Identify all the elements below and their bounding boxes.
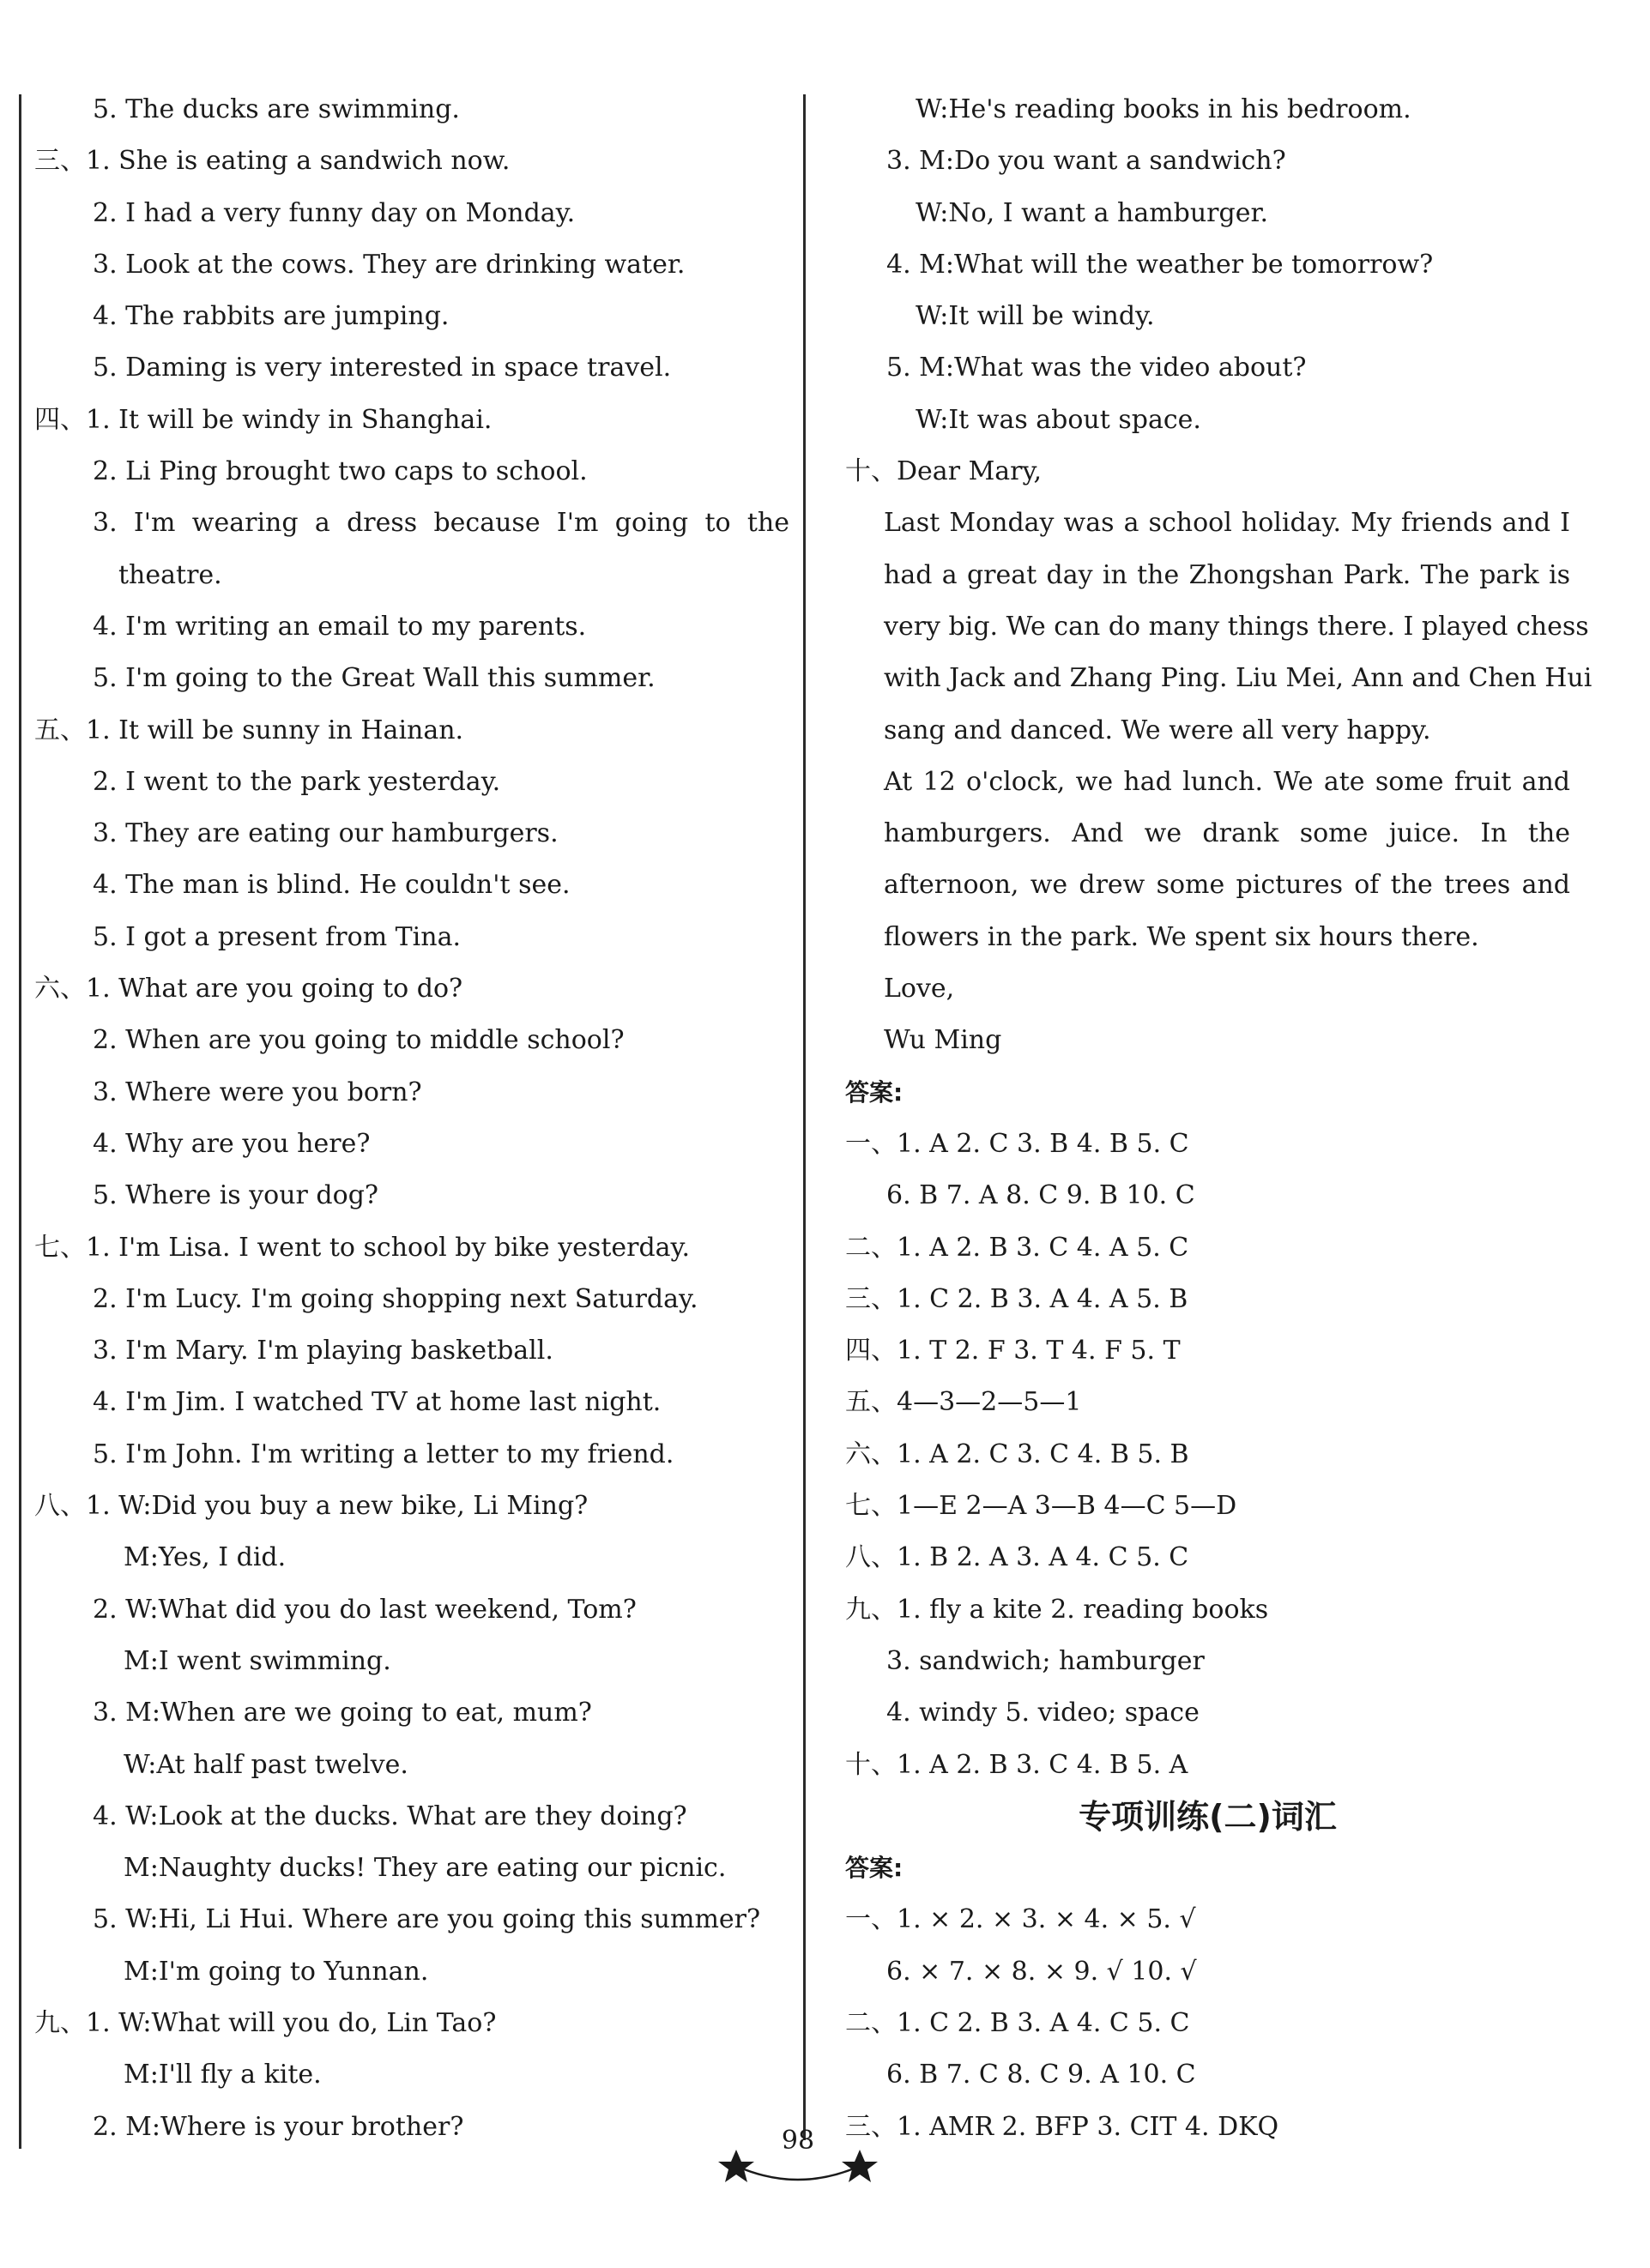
- text-line: 4. M:What will the weather be tomorrow?: [886, 249, 1434, 280]
- left-column: [34, 84, 789, 2153]
- text-line: Wu Ming: [884, 1025, 1002, 1056]
- text-line: W:It will be windy.: [916, 301, 1155, 332]
- text-line: M:I'll fly a kite.: [124, 2060, 322, 2090]
- text-line: 二、1. A 2. B 3. C 4. A 5. C: [845, 1232, 1189, 1263]
- answer-label: 答案:: [845, 1077, 904, 1107]
- text-line: 一、1. × 2. × 3. × 4. × 5. √: [845, 1904, 1196, 1935]
- text-line: 三、1. AMR 2. BFP 3. CIT 4. DKQ: [845, 2111, 1279, 2142]
- text-line: At 12 o'clock, we had lunch. We ate some fruit and: [884, 766, 1570, 797]
- text-line: Love,: [884, 974, 955, 1004]
- section-heading: 专项训练(二)词汇: [1079, 1797, 1337, 1836]
- text-line: afternoon, we drew some pictures of the trees and: [884, 870, 1570, 901]
- text-line: 2. I went to the park yesterday.: [93, 766, 501, 797]
- text-line: 5. I'm John. I'm writing a letter to my friend.: [93, 1439, 674, 1469]
- text-line: M:Naughty ducks! They are eating our picnic.: [124, 1853, 727, 1884]
- text-line: W:At half past twelve.: [124, 1749, 408, 1780]
- text-line: 6. × 7. × 8. × 9. √ 10. √: [886, 1956, 1197, 1987]
- text-line: 五、1. It will be sunny in Hainan.: [34, 715, 464, 745]
- text-line: 3. Where were you born?: [93, 1077, 422, 1107]
- right-column: [845, 84, 1593, 2153]
- text-line: M:I'm going to Yunnan.: [124, 1956, 429, 1987]
- text-line: had a great day in the Zhongshan Park. The park is: [884, 559, 1570, 590]
- text-line: 二、1. C 2. B 3. A 4. C 5. C: [845, 2007, 1190, 2038]
- text-line: Last Monday was a school holiday. My friends and I: [884, 508, 1570, 539]
- text-line: W:It was about space.: [916, 404, 1201, 435]
- text-line: 五、4—3—2—5—1: [845, 1387, 1082, 1418]
- text-line: 4. windy 5. video; space: [886, 1698, 1200, 1728]
- text-line: very big. We can do many things there. I played chess: [884, 611, 1589, 642]
- text-line: 5. I got a present from Tina.: [93, 921, 462, 952]
- text-line: 四、1. T 2. F 3. T 4. F 5. T: [845, 1336, 1181, 1366]
- text-line: 3. sandwich; hamburger: [886, 1645, 1205, 1676]
- text-line: 3. M:Do you want a sandwich?: [886, 146, 1286, 177]
- text-line: 十、Dear Mary,: [845, 456, 1043, 487]
- text-line: 3. I'm wearing a dress because I'm going to the: [93, 508, 789, 539]
- text-line: M:Yes, I did.: [124, 1542, 287, 1573]
- text-line: M:I went swimming.: [124, 1645, 391, 1676]
- text-line: 七、1—E 2—A 3—B 4—C 5—D: [845, 1491, 1237, 1522]
- text-line: 2. I'm Lucy. I'm going shopping next Saturday.: [93, 1283, 698, 1314]
- text-line: sang and danced. We were all very happy.: [884, 715, 1431, 745]
- text-line: W:He's reading books in his bedroom.: [916, 94, 1411, 124]
- text-line: 九、1. fly a kite 2. reading books: [845, 1594, 1269, 1625]
- text-line: 4. The man is blind. He couldn't see.: [93, 870, 571, 901]
- text-line: 6. B 7. C 8. C 9. A 10. C: [886, 2060, 1196, 2090]
- text-line: 九、1. W:What will you do, Lin Tao?: [34, 2007, 497, 2038]
- text-line: 一、1. A 2. C 3. B 4. B 5. C: [845, 1128, 1189, 1159]
- text-line: 三、1. She is eating a sandwich now.: [34, 146, 511, 177]
- text-line: W:No, I want a hamburger.: [916, 197, 1269, 228]
- text-line: 4. Why are you here?: [93, 1128, 371, 1159]
- text-line: 六、1. What are you going to do?: [34, 974, 463, 1004]
- text-line: 6. B 7. A 8. C 9. B 10. C: [886, 1180, 1195, 1211]
- text-line: theatre.: [118, 559, 222, 590]
- text-line: 5. Where is your dog?: [93, 1180, 378, 1211]
- text-line: 2. M:Where is your brother?: [93, 2111, 464, 2142]
- text-line: 2. I had a very funny day on Monday.: [93, 197, 576, 228]
- text-line: 5. Daming is very interested in space travel.: [93, 353, 672, 383]
- text-line: 十、1. A 2. B 3. C 4. B 5. A: [845, 1749, 1188, 1780]
- text-line: 3. Look at the cows. They are drinking water.: [93, 249, 686, 280]
- column-divider: [803, 94, 806, 2140]
- text-line: 2. Li Ping brought two caps to school.: [93, 456, 588, 487]
- text-line: 5. M:What was the video about?: [886, 353, 1307, 383]
- text-line: 2. W:What did you do last weekend, Tom?: [93, 1594, 637, 1625]
- text-line: flowers in the park. We spent six hours there.: [884, 921, 1479, 952]
- answer-label: 答案:: [845, 1854, 904, 1883]
- text-line: 4. I'm Jim. I watched TV at home last night.: [93, 1387, 662, 1418]
- text-line: 六、1. A 2. C 3. C 4. B 5. B: [845, 1439, 1189, 1469]
- text-line: 2. When are you going to middle school?: [93, 1025, 625, 1056]
- text-line: 4. W:Look at the ducks. What are they doing?: [93, 1801, 687, 1831]
- text-line: 4. The rabbits are jumping.: [93, 301, 450, 332]
- text-line: with Jack and Zhang Ping. Liu Mei, Ann and Chen Hui: [884, 663, 1593, 694]
- text-line: 八、1. W:Did you buy a new bike, Li Ming?: [34, 1491, 589, 1522]
- text-line: 5. The ducks are swimming.: [93, 94, 460, 124]
- text-line: 5. W:Hi, Li Hui. Where are you going this summer?: [93, 1904, 761, 1935]
- text-line: 4. I'm writing an email to my parents.: [93, 611, 587, 642]
- left-margin-rule: [19, 94, 21, 2149]
- text-line: 七、1. I'm Lisa. I went to school by bike yesterday.: [34, 1232, 691, 1263]
- text-line: 3. M:When are we going to eat, mum?: [93, 1698, 592, 1728]
- text-line: 四、1. It will be windy in Shanghai.: [34, 404, 493, 435]
- text-line: 5. I'm going to the Great Wall this summer.: [93, 663, 656, 694]
- page-footer: [704, 2126, 892, 2194]
- text-line: 3. They are eating our hamburgers.: [93, 818, 559, 849]
- text-line: 八、1. B 2. A 3. A 4. C 5. C: [845, 1542, 1189, 1573]
- text-line: 3. I'm Mary. I'm playing basketball.: [93, 1336, 553, 1366]
- page-number: 98: [781, 2126, 815, 2156]
- text-line: 三、1. C 2. B 3. A 4. A 5. B: [845, 1283, 1188, 1314]
- text-line: hamburgers. And we drank some juice. In the: [884, 818, 1570, 849]
